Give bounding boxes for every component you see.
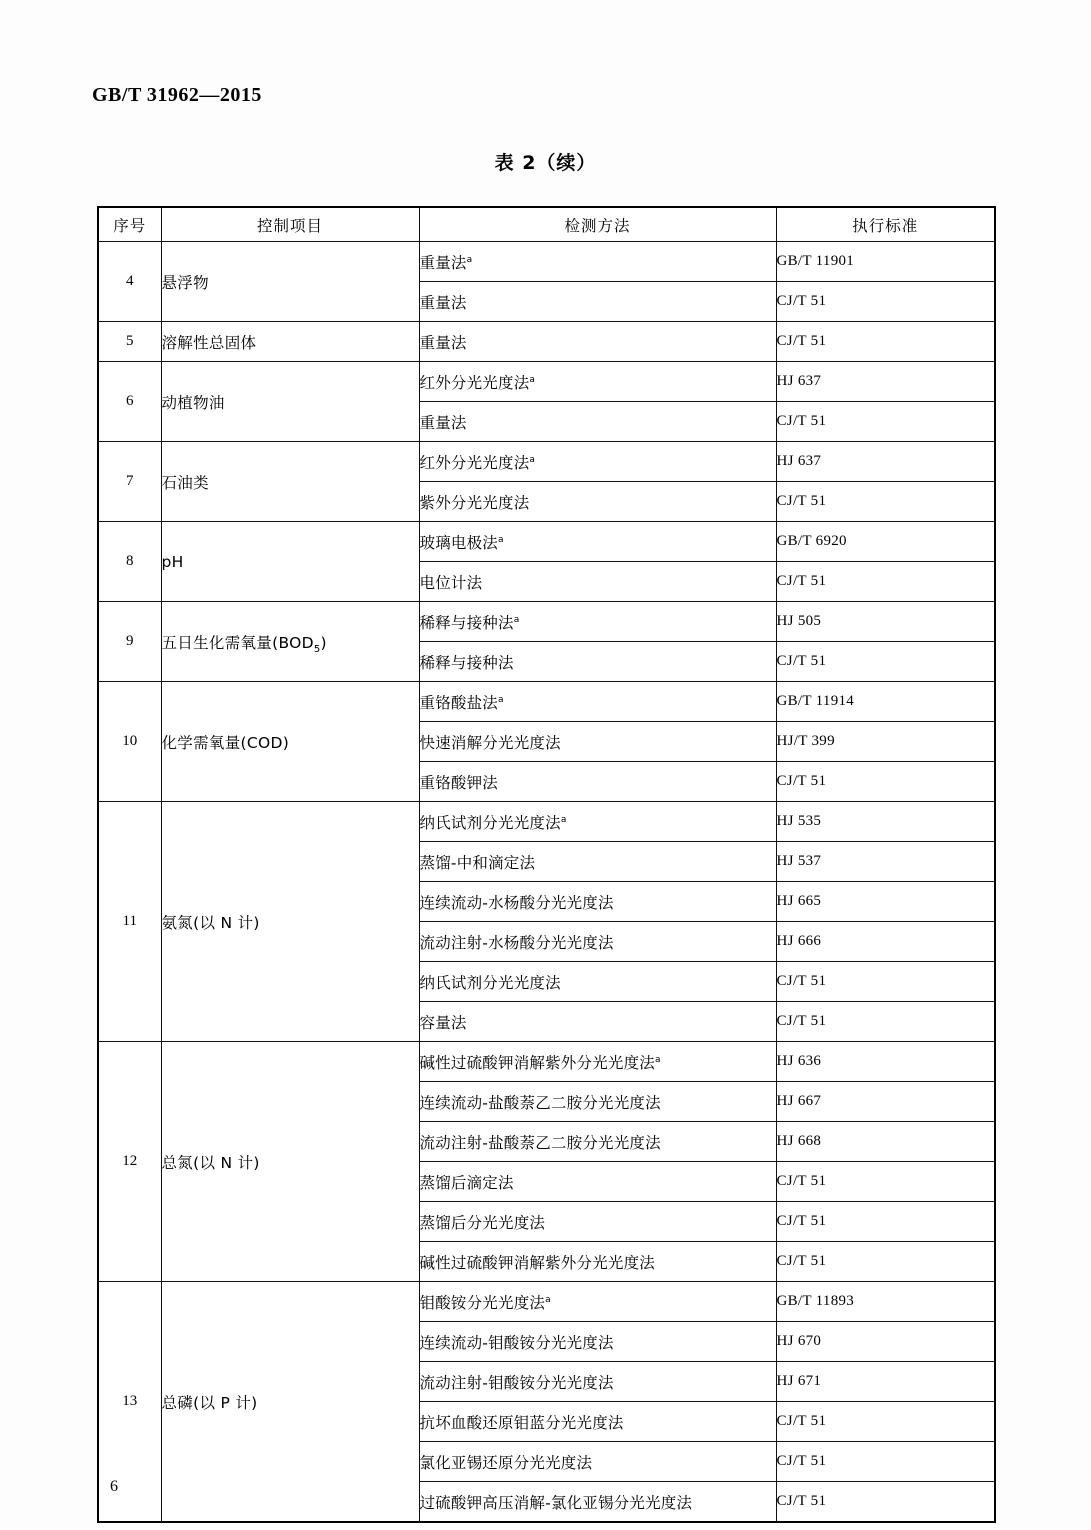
cell-serial-number: 8 xyxy=(98,522,161,602)
cell-serial-number: 10 xyxy=(98,682,161,802)
method-label: 碱性过硫酸钾消解紫外分光光度法 xyxy=(419,1053,656,1072)
cell-control-item: 溶解性总固体 xyxy=(161,322,419,362)
cell-detection-method xyxy=(419,562,776,602)
method-label: 快速消解分光光度法 xyxy=(419,733,561,752)
method-label: 重铬酸钾法 xyxy=(419,773,499,792)
cell-detection-method xyxy=(419,882,776,922)
method-label: 过硫酸钾高压消解-氯化亚锡分光光度法 xyxy=(419,1493,693,1512)
cell-execution-standard: GB/T 11914 xyxy=(776,682,995,722)
cell-detection-method xyxy=(419,362,776,402)
cell-detection-method xyxy=(419,282,776,322)
cell-detection-method xyxy=(419,1202,776,1242)
cell-detection-method xyxy=(419,1122,776,1162)
table-container xyxy=(97,206,994,1523)
footnote-marker: a xyxy=(560,814,567,825)
method-label: 连续流动-钼酸铵分光光度法 xyxy=(419,1333,614,1352)
cell-serial-number: 9 xyxy=(98,602,161,682)
method-label: 流动注射-盐酸萘乙二胺分光光度法 xyxy=(419,1133,661,1152)
method-label: 重量法 xyxy=(419,293,467,312)
page-number: 6 xyxy=(110,1478,118,1495)
cell-control-item: 氨氮(以 N 计) xyxy=(161,802,419,1042)
cell-execution-standard: GB/T 6920 xyxy=(776,522,995,562)
cell-detection-method xyxy=(419,1242,776,1282)
footnote-marker: a xyxy=(513,614,520,625)
cell-execution-standard: CJ/T 51 xyxy=(776,962,995,1002)
table-row xyxy=(98,322,995,362)
cell-control-item: pH xyxy=(161,522,419,602)
method-label: 纳氏试剂分光光度法 xyxy=(419,813,561,832)
cell-execution-standard: HJ 668 xyxy=(776,1122,995,1162)
cell-serial-number: 4 xyxy=(98,242,161,322)
detection-methods-table xyxy=(97,206,996,1523)
cell-serial-number: 12 xyxy=(98,1042,161,1282)
cell-execution-standard: CJ/T 51 xyxy=(776,1202,995,1242)
cell-detection-method xyxy=(419,722,776,762)
cell-execution-standard: HJ 537 xyxy=(776,842,995,882)
table-row xyxy=(98,602,995,642)
cell-detection-method xyxy=(419,402,776,442)
cell-execution-standard: CJ/T 51 xyxy=(776,1442,995,1482)
footnote-marker: a xyxy=(498,534,504,545)
column-header-method: 检测方法 xyxy=(419,207,776,242)
cell-detection-method xyxy=(419,522,776,562)
table-row xyxy=(98,682,995,722)
cell-execution-standard: GB/T 11901 xyxy=(776,242,995,282)
cell-detection-method xyxy=(419,1322,776,1362)
footnote-marker: a xyxy=(529,454,536,465)
method-label: 稀释与接种法 xyxy=(419,613,514,632)
cell-execution-standard: CJ/T 51 xyxy=(776,1242,995,1282)
table-row xyxy=(98,242,995,282)
table-header xyxy=(98,207,995,242)
cell-detection-method xyxy=(419,1442,776,1482)
cell-control-item: 化学需氧量(COD) xyxy=(161,682,419,802)
column-header-standard: 执行标准 xyxy=(776,207,995,242)
cell-control-item: 五日生化需氧量$(BOD_5)$ xyxy=(161,602,419,682)
cell-detection-method xyxy=(419,242,776,282)
method-label: 蒸馏-中和滴定法 xyxy=(419,853,536,872)
table-row xyxy=(98,362,995,402)
method-label: 重量法 xyxy=(419,333,467,352)
table-row xyxy=(98,522,995,562)
method-label: 电位计法 xyxy=(419,573,483,592)
method-label: 蒸馏后滴定法 xyxy=(419,1173,514,1192)
cell-detection-method xyxy=(419,602,776,642)
cell-detection-method xyxy=(419,442,776,482)
cell-serial-number: 6 xyxy=(98,362,161,442)
cell-execution-standard: CJ/T 51 xyxy=(776,402,995,442)
cell-control-item: 总磷(以 P 计) xyxy=(161,1282,419,1523)
cell-execution-standard: HJ 637 xyxy=(776,362,995,402)
method-label: 红外分光光度法 xyxy=(419,373,530,392)
method-label: 连续流动-盐酸萘乙二胺分光光度法 xyxy=(419,1093,661,1112)
method-label: 碱性过硫酸钾消解紫外分光光度法 xyxy=(419,1253,656,1272)
cell-execution-standard: CJ/T 51 xyxy=(776,762,995,802)
cell-execution-standard: HJ 665 xyxy=(776,882,995,922)
cell-detection-method xyxy=(419,1042,776,1082)
method-label: 流动注射-水杨酸分光光度法 xyxy=(419,933,614,952)
cell-execution-standard: CJ/T 51 xyxy=(776,1482,995,1523)
cell-serial-number: 11 xyxy=(98,802,161,1042)
table-row xyxy=(98,802,995,842)
cell-execution-standard: CJ/T 51 xyxy=(776,642,995,682)
cell-detection-method xyxy=(419,1402,776,1442)
table-caption: 表 2（续） xyxy=(494,152,597,174)
cell-detection-method xyxy=(419,962,776,1002)
table-header-row xyxy=(98,207,995,242)
footnote-marker: a xyxy=(545,1294,551,1305)
cell-control-item: 总氮(以 N 计) xyxy=(161,1042,419,1282)
footnote-marker: a xyxy=(655,1054,661,1065)
method-label: 连续流动-水杨酸分光光度法 xyxy=(419,893,614,912)
cell-execution-standard: HJ 666 xyxy=(776,922,995,962)
cell-execution-standard: HJ 535 xyxy=(776,802,995,842)
cell-detection-method xyxy=(419,682,776,722)
cell-detection-method xyxy=(419,1282,776,1322)
cell-control-item: 悬浮物 xyxy=(161,242,419,322)
cell-execution-standard: CJ/T 51 xyxy=(776,1162,995,1202)
standard-code-header: GB/T 31962—2015 xyxy=(92,84,262,106)
cell-detection-method xyxy=(419,1162,776,1202)
cell-execution-standard: CJ/T 51 xyxy=(776,1402,995,1442)
cell-serial-number: 5 xyxy=(98,322,161,362)
footnote-marker: a xyxy=(498,694,504,705)
cell-detection-method xyxy=(419,1362,776,1402)
method-label: 紫外分光光度法 xyxy=(419,493,530,512)
cell-execution-standard: CJ/T 51 xyxy=(776,1002,995,1042)
cell-detection-method xyxy=(419,642,776,682)
cell-execution-standard: HJ 670 xyxy=(776,1322,995,1362)
cell-execution-standard: CJ/T 51 xyxy=(776,562,995,602)
cell-detection-method xyxy=(419,922,776,962)
cell-detection-method xyxy=(419,482,776,522)
cell-execution-standard: HJ 667 xyxy=(776,1082,995,1122)
cell-execution-standard: CJ/T 51 xyxy=(776,322,995,362)
method-label: 抗坏血酸还原钼蓝分光光度法 xyxy=(419,1413,624,1432)
cell-execution-standard: GB/T 11893 xyxy=(776,1282,995,1322)
method-label: 重量法 xyxy=(419,413,467,432)
method-label: 氯化亚锡还原分光光度法 xyxy=(419,1453,593,1472)
cell-detection-method xyxy=(419,322,776,362)
footnote-marker: a xyxy=(529,374,536,385)
method-label: 玻璃电极法 xyxy=(419,533,499,552)
cell-execution-standard: CJ/T 51 xyxy=(776,482,995,522)
method-label: 流动注射-钼酸铵分光光度法 xyxy=(419,1373,614,1392)
cell-serial-number: 7 xyxy=(98,442,161,522)
method-label: 蒸馏后分光光度法 xyxy=(419,1213,546,1232)
cell-control-item: 石油类 xyxy=(161,442,419,522)
method-label: 纳氏试剂分光光度法 xyxy=(419,973,561,992)
method-label: 重铬酸盐法 xyxy=(419,693,499,712)
cell-detection-method xyxy=(419,802,776,842)
method-label: 钼酸铵分光光度法 xyxy=(419,1293,546,1312)
cell-detection-method xyxy=(419,1082,776,1122)
method-label: 红外分光光度法 xyxy=(419,453,530,472)
cell-execution-standard: HJ 505 xyxy=(776,602,995,642)
method-label: 稀释与接种法 xyxy=(419,653,514,672)
method-label: 重量法 xyxy=(419,253,467,272)
cell-detection-method xyxy=(419,762,776,802)
column-header-item: 控制项目 xyxy=(161,207,419,242)
table-body xyxy=(98,242,995,1523)
method-label: 容量法 xyxy=(419,1013,467,1032)
cell-detection-method xyxy=(419,842,776,882)
cell-detection-method xyxy=(419,1482,776,1523)
footnote-marker: a xyxy=(466,254,473,265)
table-row xyxy=(98,1282,995,1322)
column-header-no: 序号 xyxy=(98,207,161,242)
cell-control-item: 动植物油 xyxy=(161,362,419,442)
table-row xyxy=(98,1042,995,1082)
cell-execution-standard: HJ/T 399 xyxy=(776,722,995,762)
cell-execution-standard: HJ 637 xyxy=(776,442,995,482)
cell-execution-standard: HJ 671 xyxy=(776,1362,995,1402)
cell-detection-method xyxy=(419,1002,776,1042)
cell-serial-number: 13 xyxy=(98,1282,161,1523)
table-row xyxy=(98,442,995,482)
cell-execution-standard: CJ/T 51 xyxy=(776,282,995,322)
cell-execution-standard: HJ 636 xyxy=(776,1042,995,1082)
